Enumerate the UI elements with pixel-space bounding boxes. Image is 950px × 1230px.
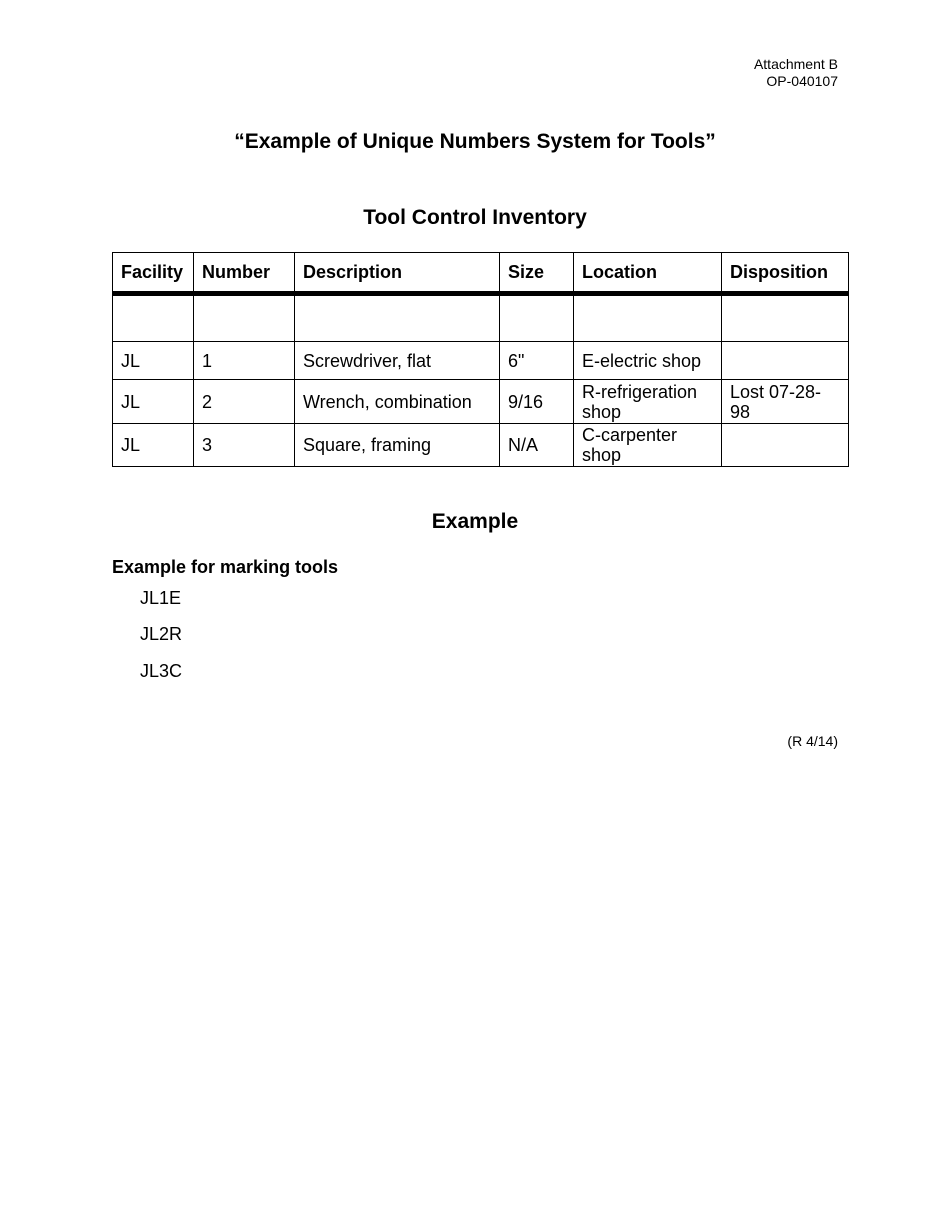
table-cell [194,294,295,342]
marking-example: JL1E [140,588,182,608]
doc-number: OP-040107 [766,73,838,89]
table-row [113,342,849,380]
col-header: Description [295,253,500,294]
table-cell: Screwdriver, flat [295,342,500,380]
revision-note: (R 4/14) [787,733,838,749]
table-cell [722,294,849,342]
col-header: Disposition [722,253,849,294]
table-row [113,294,849,342]
page-title: “Example of Unique Numbers System for Tools” [234,130,716,153]
table-cell: 1 [194,342,295,380]
table-cell [722,342,849,380]
table-cell: JL [113,424,194,467]
attachment-label: Attachment B [753,56,838,72]
table-cell: Lost 07-28-98 [722,380,849,424]
table-cell: JL [113,380,194,424]
table-cell: N/A [500,424,574,467]
col-header: Number [194,253,295,294]
table-cell: E-electric shop [574,342,722,380]
table-cell: JL [113,342,194,380]
col-header: Facility [113,253,194,294]
table-cell [574,294,722,342]
table-cell: Square, framing [295,424,500,467]
table-title: Tool Control Inventory [363,206,587,229]
inventory-table [112,252,849,467]
table-cell: 6" [500,342,574,380]
marking-subheading: Example for marking tools [112,557,339,577]
example-heading: Example [431,510,519,533]
table-header-row [113,253,849,294]
table-cell [295,294,500,342]
table-cell [113,294,194,342]
table-cell: Wrench, combination [295,380,500,424]
table-cell: 9/16 [500,380,574,424]
attachment-header [754,56,838,90]
table-cell: C-carpenter shop [574,424,722,467]
table-cell: R-refrigeration shop [574,380,722,424]
marking-example: JL3C [140,661,183,681]
col-header: Size [500,253,574,294]
table-row [113,380,849,424]
table-row [113,424,849,467]
table-cell [722,424,849,467]
table-cell: 3 [194,424,295,467]
table-cell: 2 [194,380,295,424]
marking-example: JL2R [140,624,183,644]
table-cell [500,294,574,342]
col-header: Location [574,253,722,294]
